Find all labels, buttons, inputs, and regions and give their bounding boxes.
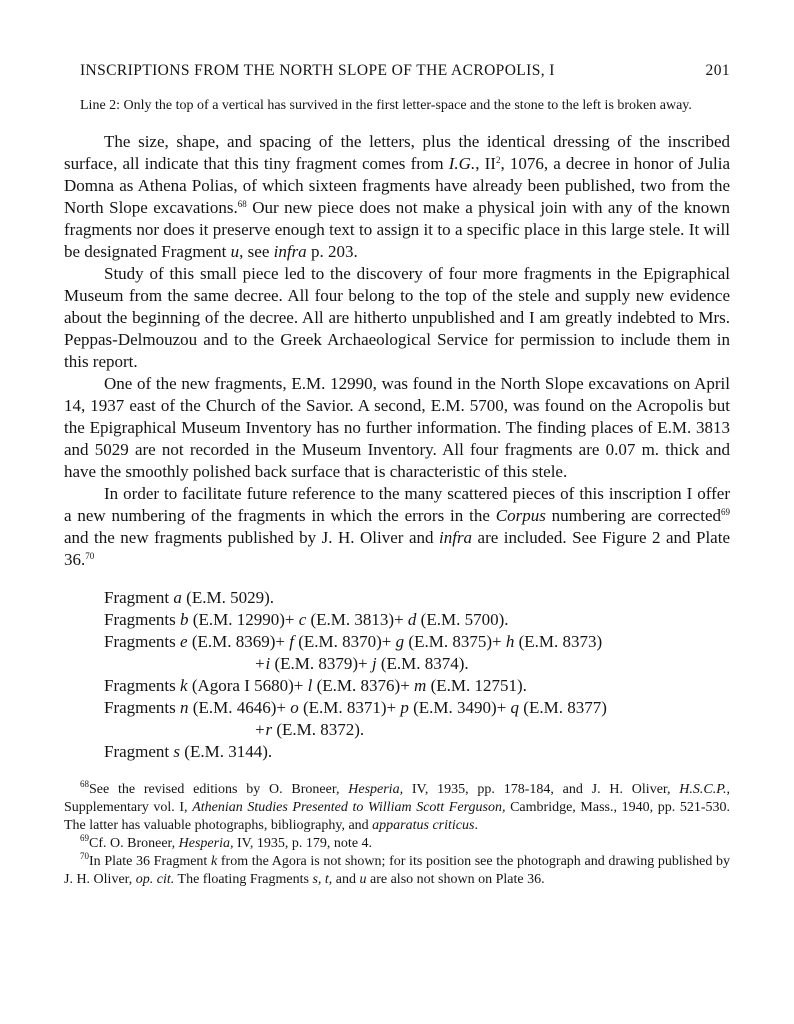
italic-run: k [210,854,218,869]
footnote-69 [64,835,730,853]
fragment-ref: (E.M. 8375)+ [408,632,502,651]
italic-run: I.G. [448,154,476,173]
fragment-word: Fragments [104,676,176,695]
footnote-ref-70[interactable]: 70 [85,551,95,561]
fragment-letter: b [180,610,189,629]
fragment-ref: (E.M. 4646)+ [192,698,286,717]
fragment-letter: j [371,654,377,673]
fragment-letter: q [510,698,520,717]
paragraph-4 [64,483,730,571]
italic-run: Corpus [495,506,546,525]
footnote-number: 70 [80,851,89,861]
italic-run: infra [273,242,307,261]
paragraph-3: One of the new fragments, E.M. 12990, was found in the North Slope excavations on April 14, 1937 east of the Church of the Savior. A second, E.M. 5700, was found on the Acropolis but the Epigraphical Museum Inventory has no further information. The finding places of E.M. 3813 and 5029 are not recorded in the Museum Inventory. All four fragments are 0.07 m. thick and have the smoothly polished back surface that is characteristic of this stele. [64,374,730,481]
fragment-entry [104,697,730,719]
fragment-letter: l [307,676,313,695]
paragraph-1 [64,131,730,263]
fragment-ref: (E.M. 5029). [186,588,274,607]
text-run: are also not shown on Plate 36. [366,872,545,887]
text-run: and [332,872,360,887]
fragment-word: Fragments [104,610,176,629]
text-run: Cambridge, Mass., 1940, pp. 521-530. The latter has valuable photographs, bibliography, and [64,800,731,833]
text-run: , II [475,154,496,173]
fragment-word: Fragments [104,632,176,651]
italic-run: infra [439,528,473,547]
text-run: The size, shape, and spacing of the letters, plus the identical dressing of the inscribed surface, all indicate that this tiny fragment comes from [64,132,730,173]
paragraph-2: Study of this small piece led to the discovery of four more fragments in the Epigraphical Museum from the same decree. All four belong to the top of the stele and supply new evidence about the beginning of the decree. All are hitherto unpublished and I am greatly indebted to Mrs. Peppas-Delmouzou and to the Greek Archaeological Service for permission to include them in this report. [64,264,730,371]
fragment-entry [104,741,730,763]
italic-run: u [359,872,367,887]
page [64,58,730,889]
text-run: IV, 1935, p. 179, note 4. [233,836,373,851]
text-run: , 1076, a decree in honor of Julia Domna as Athena Polias, of which sixteen fragments have already been published, two from the North Slope excavations. [64,154,730,217]
fragment-word: Fragment [104,588,170,607]
line-note [64,96,730,115]
footnote-68 [64,781,730,835]
fragment-entry [104,587,730,609]
fragment-ref: (E.M. 3813)+ [310,610,404,629]
italic-run: apparatus criticus [372,818,475,833]
fragment-letter: e [180,632,188,651]
fragment-word: Fragment [104,742,170,761]
fragment-letter: m [414,676,427,695]
fragment-ref: (E.M. 8374). [380,654,469,673]
fragment-ref: (E.M. 8371)+ [302,698,397,717]
text-run: , see [239,242,274,261]
text-run: , Supplementary vol. I, [64,782,730,815]
footnote-ref-69[interactable]: 69 [721,507,730,517]
text-run: Our new piece does not make a physical join with any of the known fragments nor does it preserve enough text to assign it to a specific place in this large stele. It will be designated Fragment [64,198,730,261]
fragment-ref: (E.M. 12990)+ [192,610,295,629]
footnote-ref-68[interactable]: 68 [237,199,247,209]
fragment-ref: (E.M. 3490)+ [413,698,507,717]
fragment-ref: (E.M. 8370)+ [298,632,392,651]
running-header [64,58,730,84]
fragment-continuation [104,719,730,741]
fragment-ref: (E.M. 12751). [430,676,527,695]
italic-run: H.S.C.P. [679,782,727,797]
footnote-70 [64,853,730,889]
fragment-entry [104,631,730,653]
text-run: numbering are corrected [545,506,721,525]
fragment-letter: +r [254,720,273,739]
footnote-number: 68 [80,779,89,789]
fragment-word: Fragments [104,698,176,717]
fragment-entry [104,675,730,697]
fragment-ref: (E.M. 8376)+ [316,676,410,695]
italic-run: Hesperia, [348,782,404,797]
footnotes [64,781,730,889]
fragment-list [104,587,730,763]
page-number: 201 [705,62,730,79]
text-run: In Plate 36 Fragment [89,854,211,869]
text-run: p. 203. [306,242,358,261]
main-text [64,131,730,571]
fragment-ref: (E.M. 8379)+ [274,654,368,673]
superscript: 2 [495,155,501,165]
fragment-ref: (Agora I 5680)+ [191,676,304,695]
line-note-label: Line 2: [80,98,121,113]
text-run: and the new fragments published by J. H. Oliver and [64,528,439,547]
fragment-letter: g [395,632,405,651]
line-note-text: Only the top of a vertical has survived in the first letter-space and the stone to the left is broken away. [123,98,692,113]
fragment-continuation [104,653,730,675]
fragment-ref: (E.M. 8372). [276,720,365,739]
fragment-ref: (E.M. 8377) [523,698,607,717]
fragment-ref: (E.M. 3144). [184,742,273,761]
text-run: IV, 1935, pp. 178-184, and J. H. Oliver, [403,782,680,797]
italic-run: op. cit. [135,872,175,887]
running-title: INSCRIPTIONS FROM THE NORTH SLOPE OF THE ACROPOLIS, I [80,62,555,79]
fragment-ref: (E.M. 8369)+ [191,632,285,651]
text-run: from the Agora is not shown; for its position see the photograph and drawing published by J. H. Oliver, [64,854,731,887]
fragment-letter: c [298,610,307,629]
italic-run: u [230,242,240,261]
fragment-letter: n [180,698,189,717]
text-run: The floating Fragments [174,872,313,887]
fragment-letter: d [407,610,417,629]
fragment-ref: (E.M. 5700). [420,610,509,629]
italic-run: Athenian Studies Presented to William Scott Ferguson, [192,800,506,815]
text-run: are included. See Figure 2 and Plate 36. [64,528,730,569]
fragment-letter: s [173,742,181,761]
fragment-letter: h [505,632,515,651]
italic-run: s, t, [312,872,333,887]
fragment-letter: o [290,698,299,717]
fragment-letter: k [180,676,188,695]
text-run: Cf. O. Broneer, [89,836,179,851]
fragment-letter: p [400,698,409,717]
text-run: See the revised editions by O. Broneer, [89,782,349,797]
text-run: In order to facilitate future reference to the many scattered pieces of this inscription I offer a new numbering of the fragments in which the errors in the [64,484,730,525]
text-run: . [474,818,478,833]
footnote-number: 69 [80,833,89,843]
fragment-letter: f [289,632,294,651]
italic-run: Hesperia, [178,836,234,851]
fragment-letter: a [173,588,182,607]
fragment-ref: (E.M. 8373) [518,632,603,651]
fragment-letter: +i [254,654,271,673]
fragment-entry [104,609,730,631]
